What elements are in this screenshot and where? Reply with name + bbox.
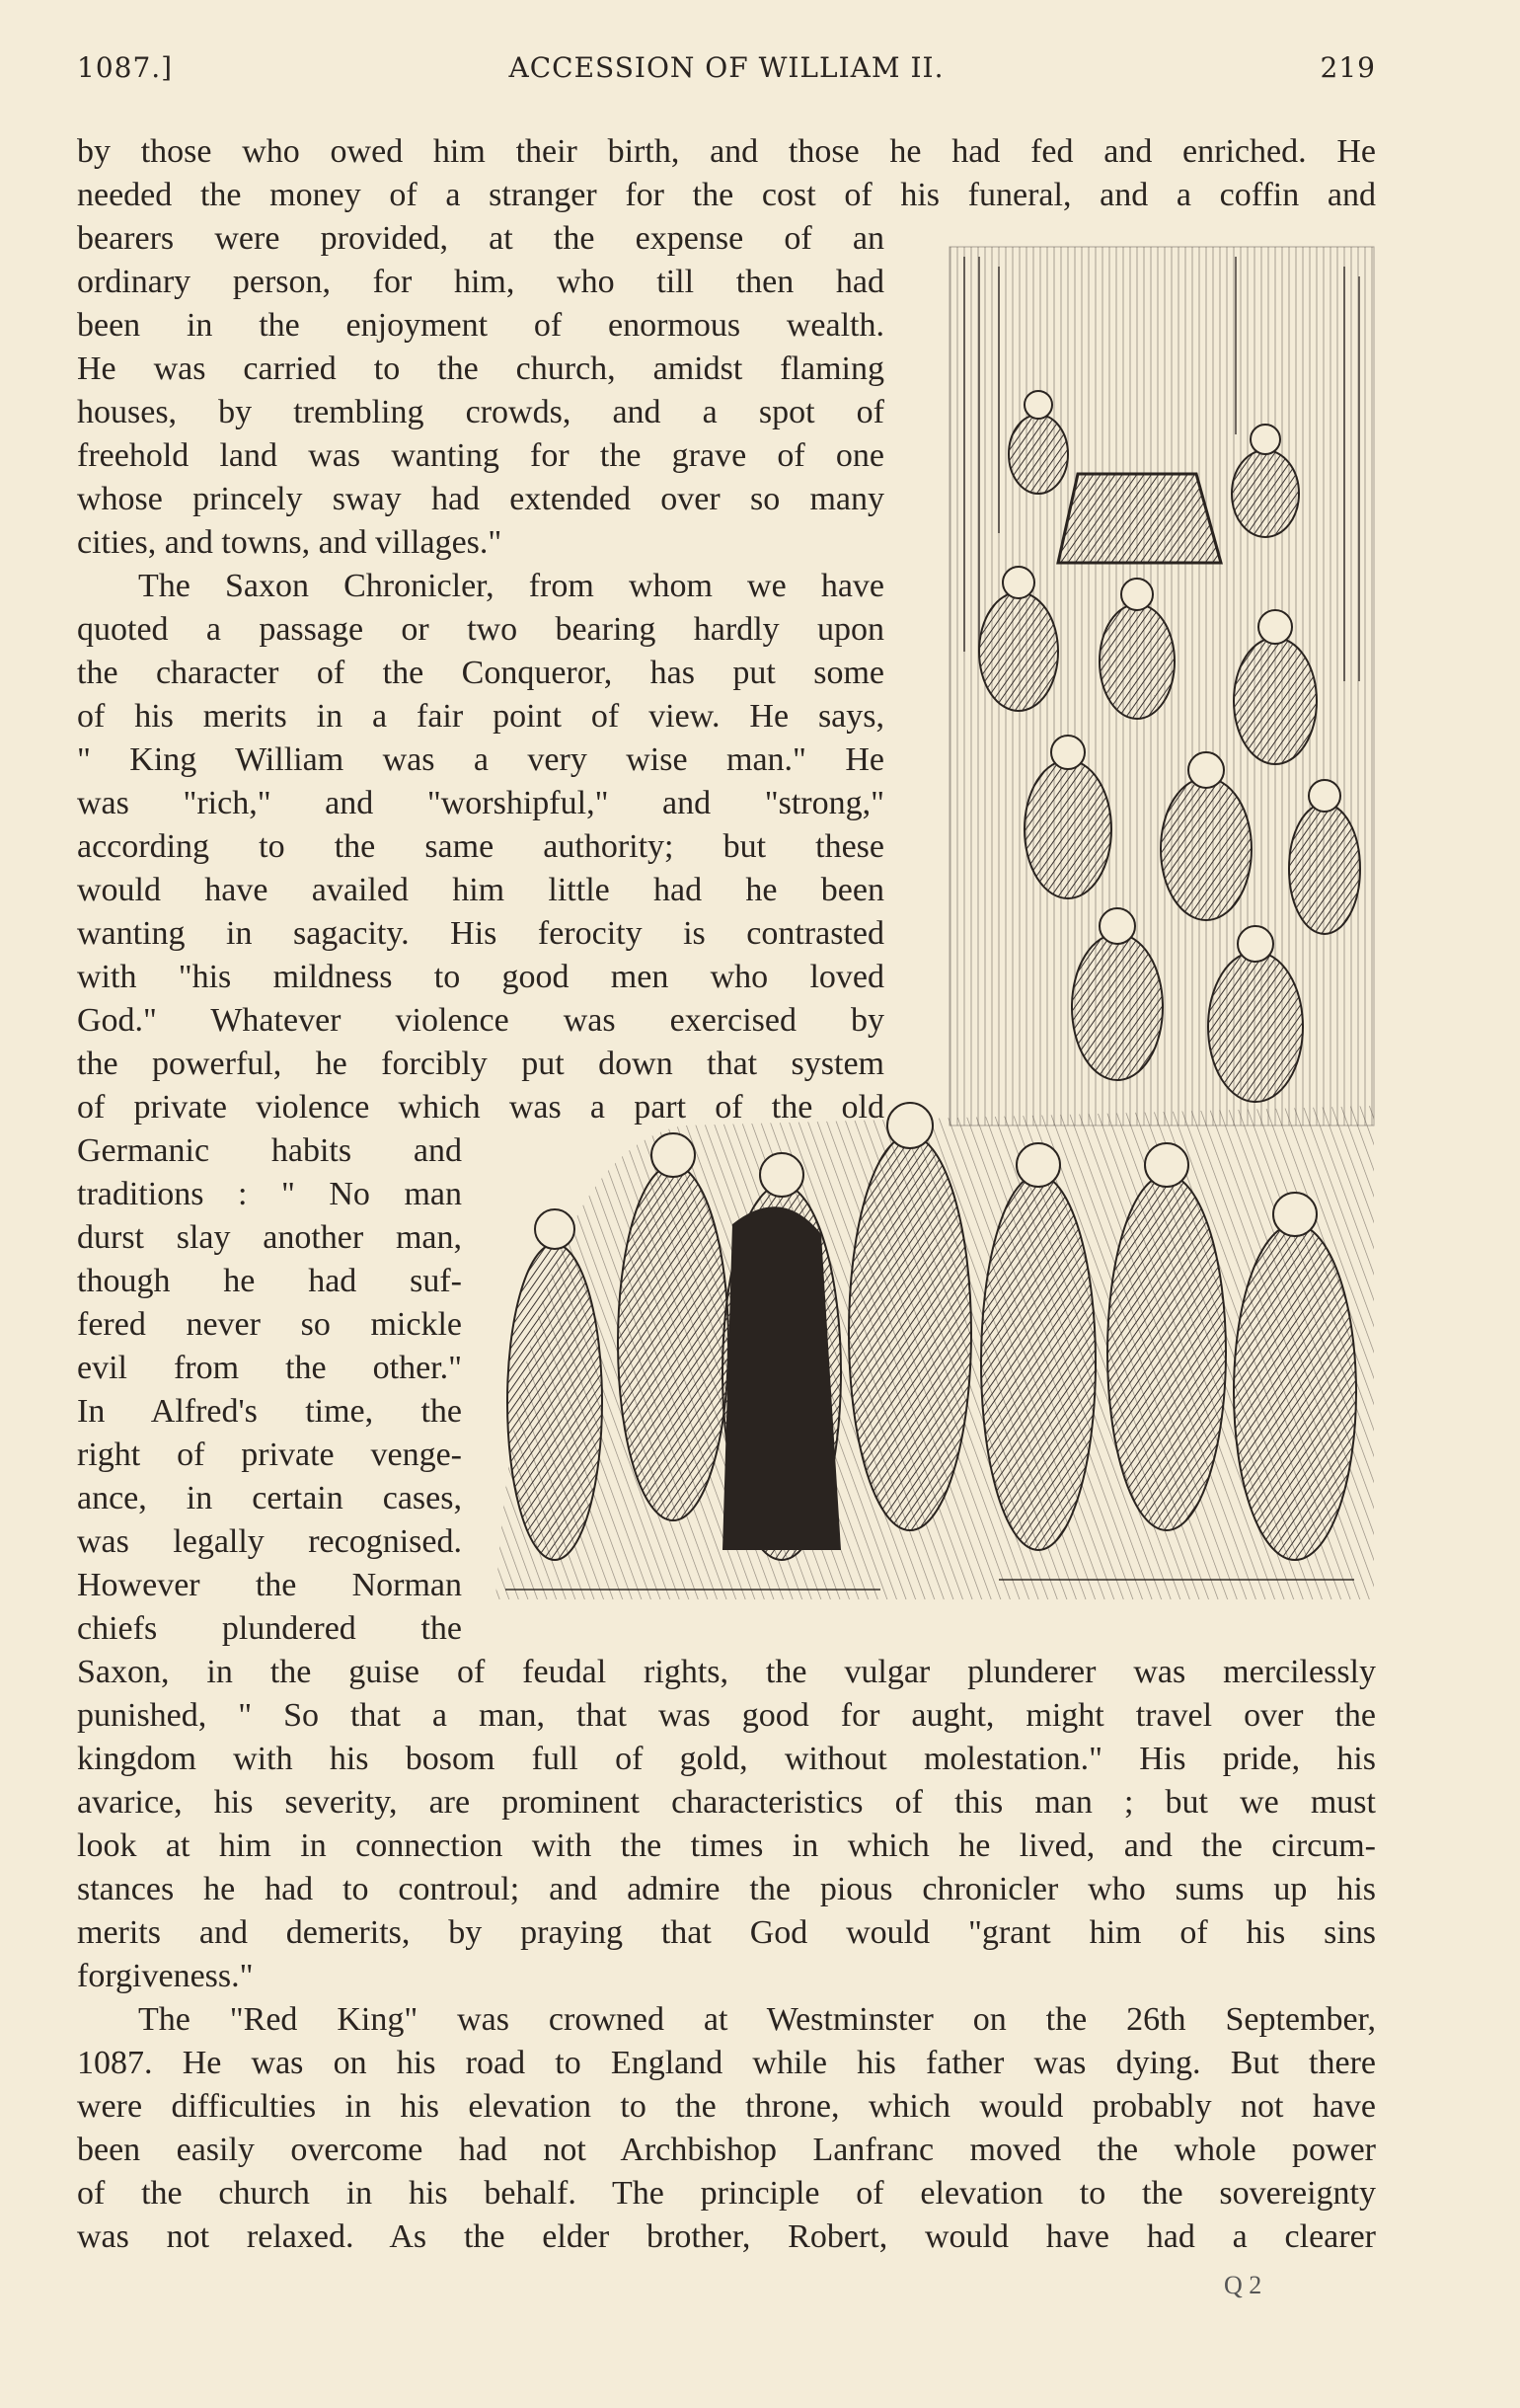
text-line: been in the enjoyment of enormous wealth. bbox=[77, 307, 884, 344]
text-line: with "his mildness to good men who loved bbox=[77, 959, 884, 995]
text-line: bearers were provided, at the expense of an bbox=[77, 220, 884, 257]
text-line: forgiveness." bbox=[77, 1958, 254, 1994]
text-line: according to the same authority; but these bbox=[77, 828, 884, 865]
funeral-procession-engraving bbox=[486, 237, 1380, 1619]
running-header bbox=[77, 51, 1376, 101]
text-line: Germanic habits and bbox=[77, 1132, 462, 1169]
text-line: The "Red King" was crowned at Westminster on the 26th September, bbox=[138, 2001, 1376, 2038]
text-line: wanting in sagacity. His ferocity is contrasted bbox=[77, 915, 884, 952]
text-line: kingdom with his bosom full of gold, without molestation." His pride, his bbox=[77, 1741, 1376, 1777]
text-line: " King William was a very wise man." He bbox=[77, 741, 884, 778]
text-line: by those who owed him their birth, and those he had fed and enriched. He bbox=[77, 133, 1376, 170]
text-line: right of private venge- bbox=[77, 1437, 462, 1473]
text-line: God." Whatever violence was exercised by bbox=[77, 1002, 884, 1039]
text-line: were difficulties in his elevation to the throne, which would probably not have bbox=[77, 2088, 1376, 2125]
header-title: ACCESSION OF WILLIAM II. bbox=[508, 51, 945, 84]
text-line: needed the money of a stranger for the cost of his funeral, and a coffin and bbox=[77, 177, 1376, 213]
text-line: chiefs plundered the bbox=[77, 1610, 462, 1647]
text-line: cities, and towns, and villages." bbox=[77, 524, 502, 561]
text-line: would have availed him little had he been bbox=[77, 872, 884, 908]
text-line: of private violence which was a part of the old bbox=[77, 1089, 884, 1126]
text-line: ance, in certain cases, bbox=[77, 1480, 462, 1516]
text-line: He was carried to the church, amidst flaming bbox=[77, 350, 884, 387]
text-line: traditions : " No man bbox=[77, 1176, 462, 1212]
text-line: the powerful, he forcibly put down that system bbox=[77, 1046, 884, 1082]
text-line: the character of the Conqueror, has put some bbox=[77, 655, 884, 691]
text-line: Saxon, in the guise of feudal rights, the vulgar plunderer was mercilessly bbox=[77, 1654, 1376, 1690]
text-line: ordinary person, for him, who till then had bbox=[77, 264, 884, 300]
text-line: whose princely sway had extended over so many bbox=[77, 481, 884, 517]
text-line: was "rich," and "worshipful," and "strong," bbox=[77, 785, 884, 821]
text-line: punished, " So that a man, that was good for aught, might travel over the bbox=[77, 1697, 1376, 1734]
text-line: of the church in his behalf. The principle of elevation to the sovereignty bbox=[77, 2175, 1376, 2212]
text-line: quoted a passage or two bearing hardly upon bbox=[77, 611, 884, 648]
text-line: was not relaxed. As the elder brother, Robert, would have had a clearer bbox=[77, 2218, 1376, 2255]
text-line: durst slay another man, bbox=[77, 1219, 462, 1256]
text-line: stances he had to controul; and admire the pious chronicler who sums up his bbox=[77, 1871, 1376, 1907]
text-line: evil from the other." bbox=[77, 1350, 462, 1386]
text-line: houses, by trembling crowds, and a spot of bbox=[77, 394, 884, 430]
text-line: freehold land was wanting for the grave of one bbox=[77, 437, 884, 474]
text-line: been easily overcome had not Archbishop Lanfranc moved the whole power bbox=[77, 2132, 1376, 2168]
text-line: though he had suf- bbox=[77, 1263, 462, 1299]
signature-mark: Q 2 bbox=[1224, 2271, 1262, 2299]
text-line: merits and demerits, by praying that God would "grant him of his sins bbox=[77, 1914, 1376, 1951]
text-line: was legally recognised. bbox=[77, 1523, 462, 1560]
text-line: fered never so mickle bbox=[77, 1306, 462, 1343]
page-number: 219 bbox=[1320, 51, 1376, 84]
text-line: The Saxon Chronicler, from whom we have bbox=[138, 568, 884, 604]
header-year: 1087.] bbox=[77, 51, 174, 84]
text-line: However the Norman bbox=[77, 1567, 462, 1603]
text-line: of his merits in a fair point of view. He says, bbox=[77, 698, 884, 735]
text-line: avarice, his severity, are prominent characteristics of this man ; but we must bbox=[77, 1784, 1376, 1821]
text-line: look at him in connection with the times in which he lived, and the circum- bbox=[77, 1827, 1376, 1864]
text-line: 1087. He was on his road to England while his father was dying. But there bbox=[77, 2045, 1376, 2081]
text-line: In Alfred's time, the bbox=[77, 1393, 462, 1430]
